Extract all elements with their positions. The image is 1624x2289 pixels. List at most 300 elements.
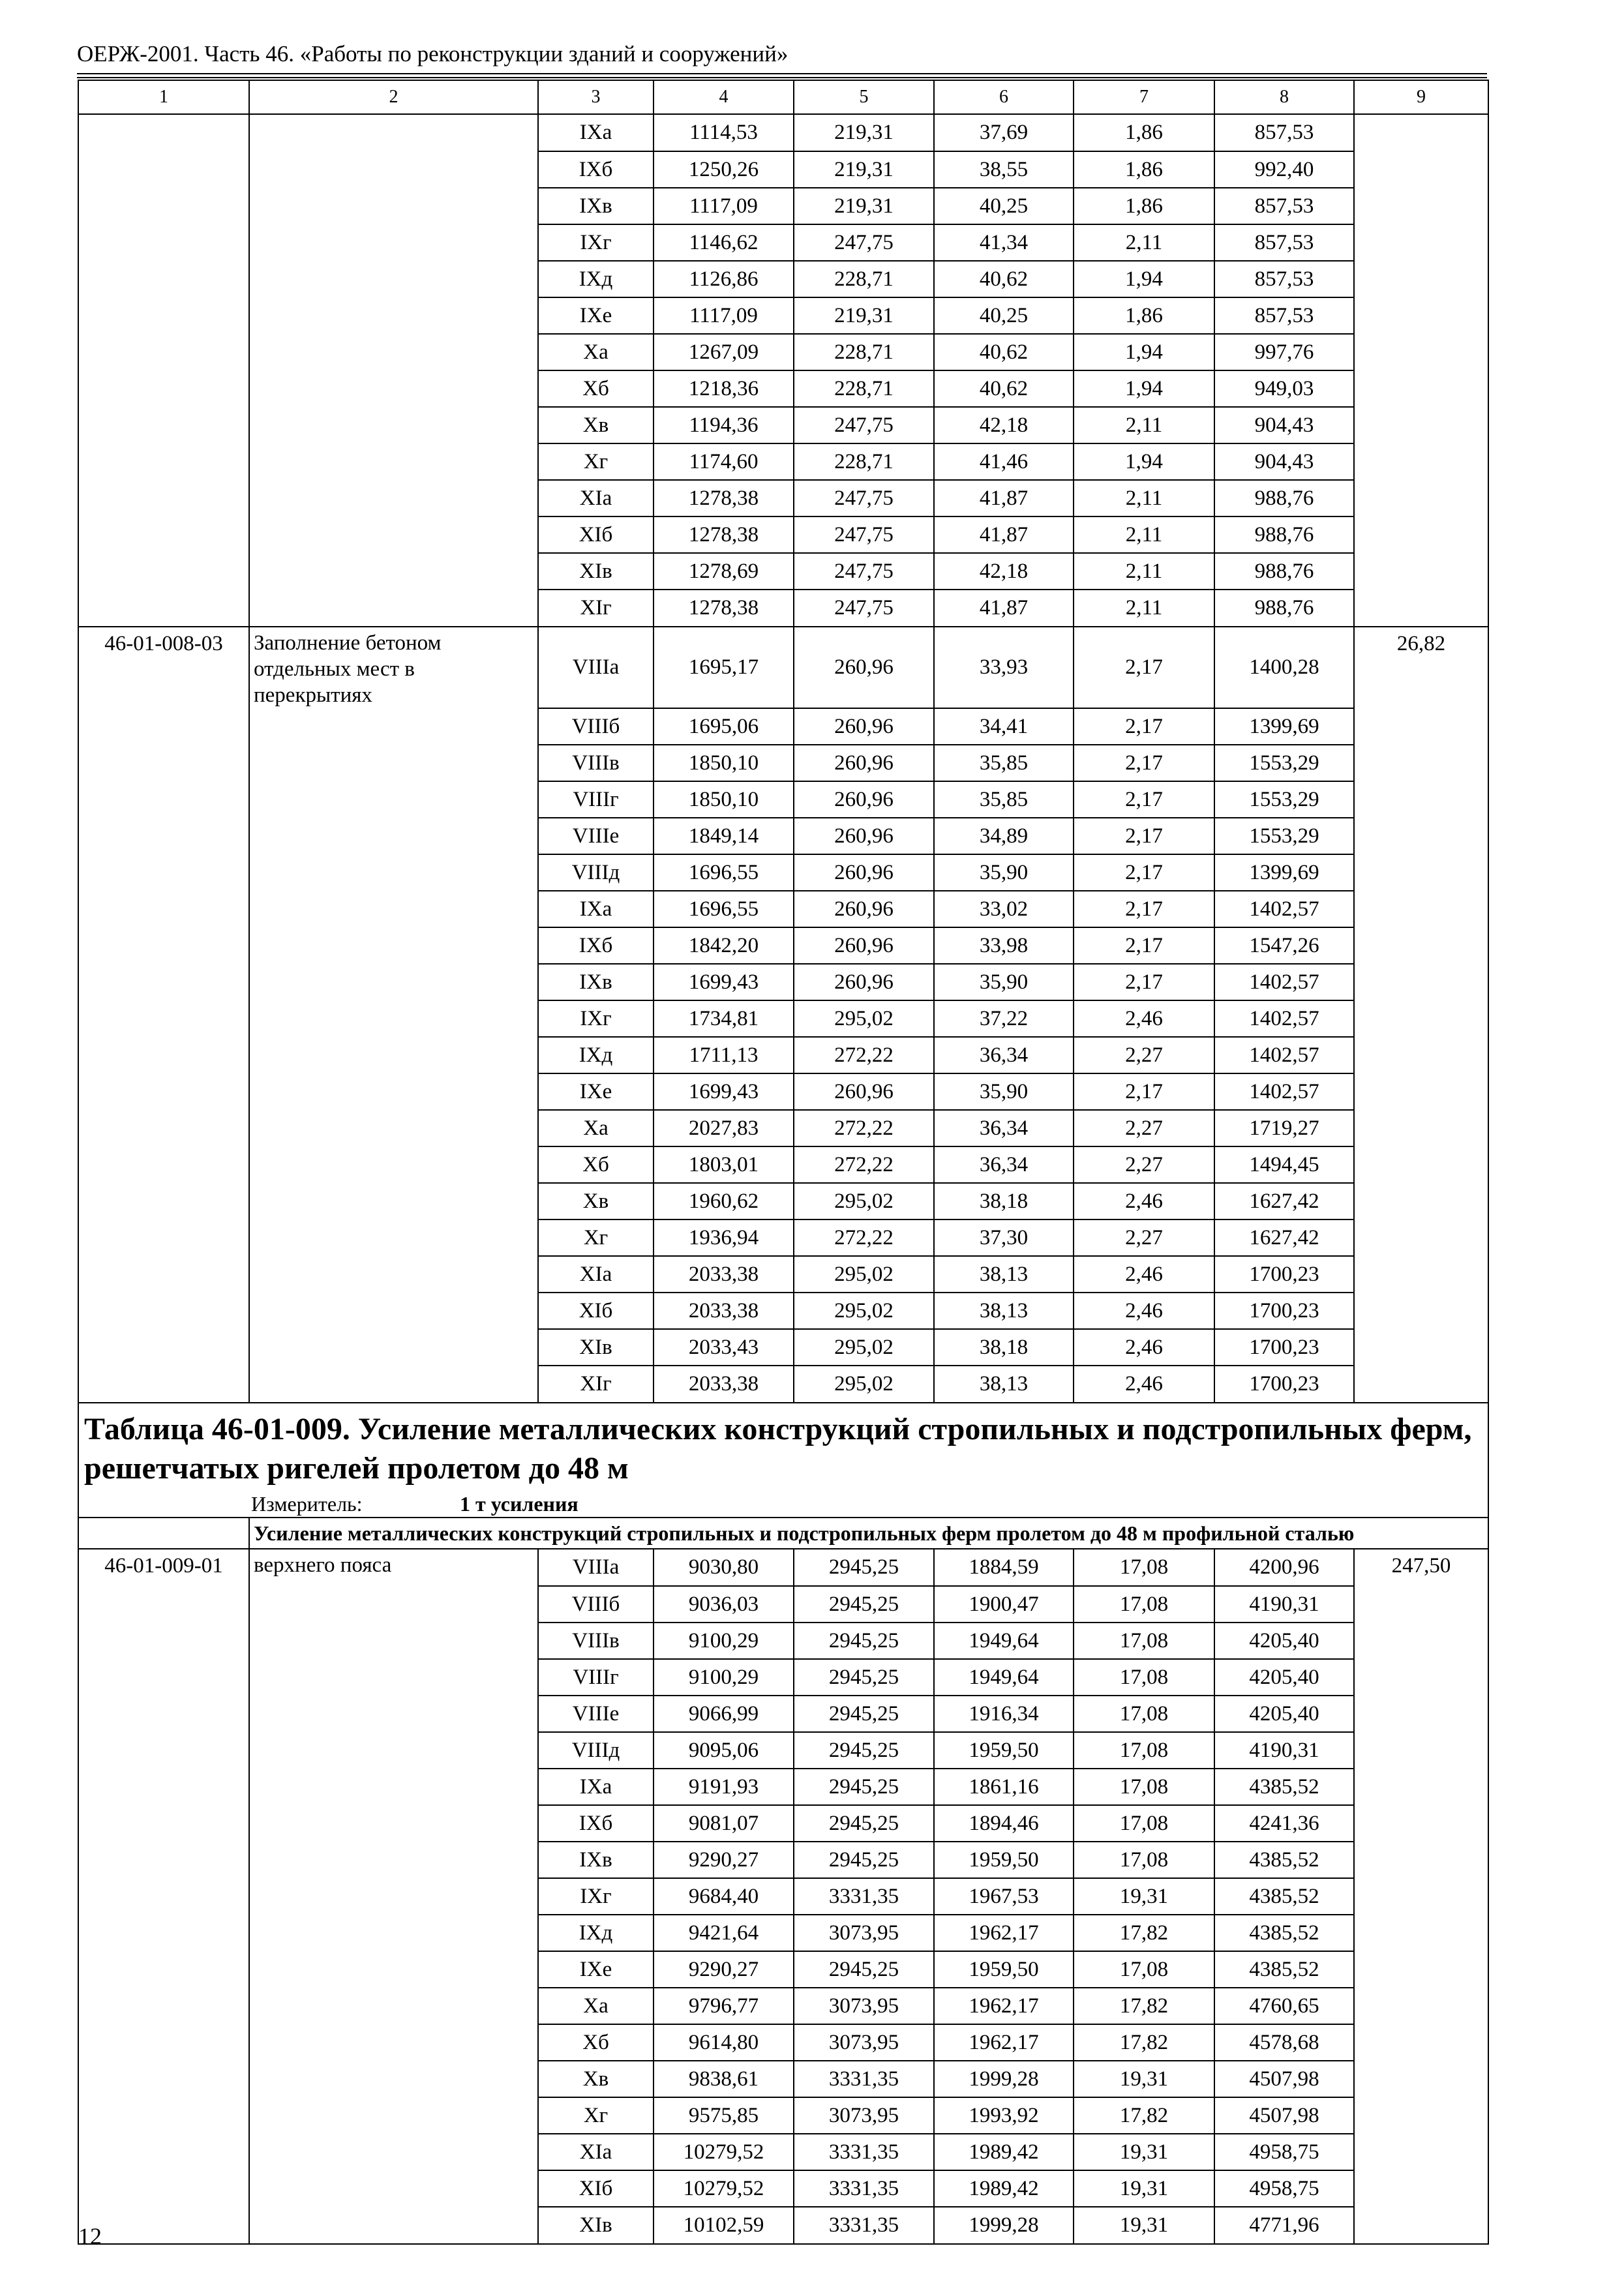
column-number: 4 [654,80,794,114]
materials-cell: 1700,23 [1214,1293,1354,1329]
labor-rate-cell [1354,818,1488,854]
labor-rate-cell [1354,1586,1488,1623]
code-cell [78,2024,249,2061]
materials-cell: 1400,28 [1214,627,1354,708]
wages-cell: 3331,35 [794,2170,934,2207]
machinist-wages-cell: 17,08 [1074,1842,1214,1878]
condition-cell: Xб [538,370,654,407]
code-cell [78,516,249,553]
machines-cell: 41,87 [934,480,1074,516]
wages-cell: 295,02 [794,1366,934,1403]
wages-cell: 295,02 [794,1000,934,1037]
machinist-wages-cell: 1,86 [1074,114,1214,151]
labor-rate-cell [1354,114,1488,151]
machinist-wages-cell: 2,11 [1074,516,1214,553]
machinist-wages-cell: 19,31 [1074,2207,1214,2244]
table-row [78,370,1488,407]
total-cost-cell: 1278,38 [654,590,794,627]
machines-cell: 40,62 [934,261,1074,297]
code-cell [78,1366,249,1403]
work-name-cell [249,1037,538,1073]
machines-cell: 38,18 [934,1329,1074,1366]
wages-cell: 3073,95 [794,2097,934,2134]
wages-cell: 2945,25 [794,1549,934,1586]
wages-cell: 247,75 [794,407,934,443]
machinist-wages-cell: 1,94 [1074,370,1214,407]
condition-cell: VIIIе [538,1696,654,1732]
wages-cell: 295,02 [794,1329,934,1366]
work-name-cell [249,553,538,590]
table-row [78,590,1488,627]
labor-rate-cell [1354,334,1488,370]
work-name-cell [249,2097,538,2134]
table-row [78,1805,1488,1842]
total-cost-cell: 9684,40 [654,1878,794,1915]
machines-cell: 41,34 [934,224,1074,261]
labor-rate-cell [1354,854,1488,891]
machines-cell: 36,34 [934,1037,1074,1073]
condition-cell: Xв [538,1183,654,1219]
labor-rate-cell [1354,480,1488,516]
work-name-cell [249,1586,538,1623]
work-name-cell [249,151,538,188]
table-row [78,1146,1488,1183]
work-name-cell [249,2061,538,2097]
work-name-cell [249,1000,538,1037]
total-cost-cell: 1699,43 [654,964,794,1000]
section-title-row [78,1403,1488,1491]
total-cost-cell: 1711,13 [654,1037,794,1073]
page-number: 12 [78,2223,102,2249]
materials-cell: 857,53 [1214,188,1354,224]
work-name-cell [249,516,538,553]
wages-cell: 2945,25 [794,1842,934,1878]
code-cell [78,2061,249,2097]
machines-cell: 38,13 [934,1366,1074,1403]
wages-cell: 247,75 [794,590,934,627]
labor-rate-cell [1354,781,1488,818]
total-cost-cell: 1267,09 [654,334,794,370]
measure-row [78,1491,1488,1518]
machines-cell: 1999,28 [934,2061,1074,2097]
table-row [78,2134,1488,2170]
table-row [78,1329,1488,1366]
labor-rate-cell [1354,2207,1488,2244]
wages-cell: 219,31 [794,114,934,151]
total-cost-cell: 2033,38 [654,1256,794,1293]
table-row [78,2170,1488,2207]
table-row [78,297,1488,334]
materials-cell: 4958,75 [1214,2134,1354,2170]
code-cell [78,1696,249,1732]
machines-cell: 1989,42 [934,2170,1074,2207]
table-row [78,854,1488,891]
materials-cell: 1627,42 [1214,1219,1354,1256]
code-cell: 46-01-009-01 [78,1549,249,1586]
condition-cell: XIб [538,516,654,553]
total-cost-cell: 10102,59 [654,2207,794,2244]
labor-rate-cell [1354,1659,1488,1696]
code-cell [78,1146,249,1183]
wages-cell: 247,75 [794,480,934,516]
work-name-cell [249,1329,538,1366]
table-row [78,1293,1488,1329]
machines-cell: 36,34 [934,1110,1074,1146]
wages-cell: 260,96 [794,891,934,927]
table-row [78,891,1488,927]
subheading: Усиление металлических конструкций стропильных и подстропильных ферм пролетом до 48 м профильной сталью [249,1518,1488,1549]
machines-cell: 42,18 [934,553,1074,590]
labor-rate-cell [1354,1329,1488,1366]
table-row [78,964,1488,1000]
labor-rate-cell [1354,891,1488,927]
wages-cell: 260,96 [794,708,934,745]
wages-cell: 219,31 [794,297,934,334]
labor-rate-cell [1354,1073,1488,1110]
condition-cell: VIIIб [538,1586,654,1623]
wages-cell: 2945,25 [794,1951,934,1988]
work-name-cell [249,1219,538,1256]
machines-cell: 38,18 [934,1183,1074,1219]
wages-cell: 3331,35 [794,1878,934,1915]
table-row [78,2024,1488,2061]
table-row [78,2207,1488,2244]
table-row [78,2061,1488,2097]
code-cell [78,480,249,516]
machinist-wages-cell: 1,86 [1074,151,1214,188]
code-cell [78,1586,249,1623]
labor-rate-cell [1354,1951,1488,1988]
machinist-wages-cell: 2,17 [1074,891,1214,927]
labor-rate-cell [1354,1146,1488,1183]
total-cost-cell: 1696,55 [654,891,794,927]
code-cell [78,1110,249,1146]
code-cell [78,2134,249,2170]
labor-rate-cell [1354,297,1488,334]
code-cell [78,151,249,188]
machines-cell: 40,62 [934,370,1074,407]
column-number: 7 [1074,80,1214,114]
condition-cell: VIIIд [538,1732,654,1769]
code-cell [78,1842,249,1878]
total-cost-cell: 1114,53 [654,114,794,151]
machines-cell: 41,87 [934,590,1074,627]
total-cost-cell: 9290,27 [654,1842,794,1878]
condition-cell: VIIIв [538,745,654,781]
work-name-cell [249,1256,538,1293]
wages-cell: 2945,25 [794,1586,934,1623]
materials-cell: 904,43 [1214,407,1354,443]
labor-rate-cell [1354,1000,1488,1037]
table-row [78,818,1488,854]
wages-cell: 272,22 [794,1037,934,1073]
work-name-cell [249,1623,538,1659]
machinist-wages-cell: 19,31 [1074,1878,1214,1915]
condition-cell: Xб [538,1146,654,1183]
machines-cell: 1993,92 [934,2097,1074,2134]
total-cost-cell: 9290,27 [654,1951,794,1988]
total-cost-cell: 1849,14 [654,818,794,854]
materials-cell: 988,76 [1214,590,1354,627]
machinist-wages-cell: 17,08 [1074,1732,1214,1769]
materials-cell: 857,53 [1214,297,1354,334]
machines-cell: 41,46 [934,443,1074,480]
wages-cell: 3073,95 [794,1988,934,2024]
work-name-cell [249,1110,538,1146]
condition-cell: VIIIа [538,1549,654,1586]
work-name-cell [249,224,538,261]
wages-cell: 3331,35 [794,2061,934,2097]
machinist-wages-cell: 1,94 [1074,443,1214,480]
machinist-wages-cell: 2,11 [1074,553,1214,590]
code-cell [78,818,249,854]
table-row [78,708,1488,745]
work-name-cell [249,854,538,891]
total-cost-cell: 9100,29 [654,1623,794,1659]
machines-cell: 1916,34 [934,1696,1074,1732]
machines-cell: 1884,59 [934,1549,1074,1586]
machinist-wages-cell: 2,17 [1074,927,1214,964]
machinist-wages-cell: 2,11 [1074,480,1214,516]
code-cell [78,1183,249,1219]
condition-cell: IXд [538,1037,654,1073]
materials-cell: 4205,40 [1214,1623,1354,1659]
wages-cell: 272,22 [794,1110,934,1146]
machines-cell: 37,30 [934,1219,1074,1256]
materials-cell: 904,43 [1214,443,1354,480]
total-cost-cell: 9030,80 [654,1549,794,1586]
machinist-wages-cell: 17,08 [1074,1586,1214,1623]
condition-cell: IXд [538,261,654,297]
condition-cell: XIа [538,480,654,516]
table-row [78,1219,1488,1256]
table-row [78,1623,1488,1659]
condition-cell: VIIIв [538,1623,654,1659]
condition-cell: Xа [538,1110,654,1146]
header-rule [77,73,1487,74]
machines-cell: 40,25 [934,188,1074,224]
machines-cell: 37,69 [934,114,1074,151]
code-cell [78,1219,249,1256]
condition-cell: VIIIб [538,708,654,745]
total-cost-cell: 1278,38 [654,480,794,516]
measure-value: 1 т усиления [460,1491,579,1516]
table-row [78,516,1488,553]
labor-rate-cell [1354,590,1488,627]
machinist-wages-cell: 19,31 [1074,2134,1214,2170]
work-name-cell [249,2170,538,2207]
labor-rate-cell: 247,50 [1354,1549,1488,1586]
total-cost-cell: 10279,52 [654,2170,794,2207]
materials-cell: 4385,52 [1214,1951,1354,1988]
labor-rate-cell [1354,1915,1488,1951]
code-cell [78,1659,249,1696]
machines-cell: 33,93 [934,627,1074,708]
code-cell [78,745,249,781]
code-cell [78,1878,249,1915]
labor-rate-cell [1354,1696,1488,1732]
work-name-cell [249,1732,538,1769]
labor-rate-cell [1354,1256,1488,1293]
machines-cell: 1894,46 [934,1805,1074,1842]
work-name-cell [249,1696,538,1732]
total-cost-cell: 9575,85 [654,2097,794,2134]
machinist-wages-cell: 2,17 [1074,1073,1214,1110]
machines-cell: 1900,47 [934,1586,1074,1623]
total-cost-cell: 1695,06 [654,708,794,745]
work-name-cell [249,590,538,627]
total-cost-cell: 1842,20 [654,927,794,964]
code-cell [78,927,249,964]
labor-rate-cell [1354,964,1488,1000]
machinist-wages-cell: 17,08 [1074,1951,1214,1988]
table-row [78,1878,1488,1915]
machinist-wages-cell: 17,08 [1074,1659,1214,1696]
total-cost-cell: 1194,36 [654,407,794,443]
labor-rate-cell [1354,2061,1488,2097]
wages-cell: 260,96 [794,927,934,964]
labor-rate-cell [1354,261,1488,297]
code-cell [78,1805,249,1842]
wages-cell: 247,75 [794,224,934,261]
total-cost-cell: 1278,69 [654,553,794,590]
machines-cell: 1959,50 [934,1951,1074,1988]
machinist-wages-cell: 2,11 [1074,224,1214,261]
code-cell [78,1293,249,1329]
labor-rate-cell [1354,2134,1488,2170]
table-row [78,745,1488,781]
machines-cell: 35,90 [934,964,1074,1000]
work-name-cell [249,964,538,1000]
materials-cell: 4385,52 [1214,1878,1354,1915]
wages-cell: 272,22 [794,1219,934,1256]
machines-cell: 1962,17 [934,1988,1074,2024]
machinist-wages-cell: 2,17 [1074,708,1214,745]
code-cell [78,1769,249,1805]
total-cost-cell: 9191,93 [654,1769,794,1805]
machinist-wages-cell: 2,46 [1074,1293,1214,1329]
machinist-wages-cell: 2,11 [1074,590,1214,627]
table-row [78,114,1488,151]
total-cost-cell: 9614,80 [654,2024,794,2061]
work-name-cell [249,188,538,224]
work-name-cell [249,1073,538,1110]
machines-cell: 1989,42 [934,2134,1074,2170]
condition-cell: XIб [538,2170,654,2207]
materials-cell: 1402,57 [1214,1073,1354,1110]
total-cost-cell: 1146,62 [654,224,794,261]
labor-rate-cell [1354,2170,1488,2207]
total-cost-cell: 1734,81 [654,1000,794,1037]
condition-cell: XIг [538,590,654,627]
machines-cell: 33,02 [934,891,1074,927]
wages-cell: 228,71 [794,443,934,480]
labor-rate-cell [1354,1366,1488,1403]
machinist-wages-cell: 2,46 [1074,1183,1214,1219]
total-cost-cell: 9081,07 [654,1805,794,1842]
labor-rate-cell [1354,443,1488,480]
code-cell [78,1000,249,1037]
wages-cell: 295,02 [794,1293,934,1329]
materials-cell: 949,03 [1214,370,1354,407]
measure-label: Измеритель: [251,1491,363,1516]
machinist-wages-cell: 2,46 [1074,1256,1214,1293]
machinist-wages-cell: 1,86 [1074,297,1214,334]
condition-cell: VIIIг [538,1659,654,1696]
subheading-spacer [78,1518,249,1549]
materials-cell: 4205,40 [1214,1659,1354,1696]
materials-cell: 4771,96 [1214,2207,1354,2244]
work-name-cell [249,1659,538,1696]
work-name-cell [249,1915,538,1951]
work-name-cell [249,1183,538,1219]
materials-cell: 992,40 [1214,151,1354,188]
machines-cell: 1999,28 [934,2207,1074,2244]
condition-cell: IXв [538,1842,654,1878]
work-name-cell [249,114,538,151]
wages-cell: 2945,25 [794,1659,934,1696]
code-cell [78,590,249,627]
materials-cell: 988,76 [1214,553,1354,590]
labor-rate-cell [1354,1037,1488,1073]
table-row [78,1951,1488,1988]
work-name-cell [249,927,538,964]
wages-cell: 219,31 [794,188,934,224]
materials-cell: 1547,26 [1214,927,1354,964]
condition-cell: VIIIа [538,627,654,708]
machines-cell: 1949,64 [934,1623,1074,1659]
table-row [78,1073,1488,1110]
code-cell [78,370,249,407]
machinist-wages-cell: 2,27 [1074,1146,1214,1183]
code-cell [78,261,249,297]
materials-cell: 997,76 [1214,334,1354,370]
total-cost-cell: 9100,29 [654,1659,794,1696]
condition-cell: XIа [538,1256,654,1293]
machines-cell: 35,90 [934,1073,1074,1110]
labor-rate-cell [1354,2024,1488,2061]
total-cost-cell: 1850,10 [654,781,794,818]
machinist-wages-cell: 1,94 [1074,334,1214,370]
machinist-wages-cell: 2,17 [1074,964,1214,1000]
condition-cell: IXб [538,151,654,188]
condition-cell: XIг [538,1366,654,1403]
code-cell [78,1037,249,1073]
code-cell [78,964,249,1000]
materials-cell: 1700,23 [1214,1329,1354,1366]
code-cell: 46-01-008-03 [78,627,249,708]
machines-cell: 40,25 [934,297,1074,334]
work-name-cell [249,1293,538,1329]
condition-cell: IXг [538,224,654,261]
materials-cell: 1402,57 [1214,891,1354,927]
materials-cell: 4190,31 [1214,1586,1354,1623]
total-cost-cell: 1960,62 [654,1183,794,1219]
materials-cell: 4385,52 [1214,1915,1354,1951]
condition-cell: IXв [538,964,654,1000]
materials-cell: 1399,69 [1214,708,1354,745]
column-number: 2 [249,80,538,114]
work-name-cell [249,1366,538,1403]
condition-cell: Xа [538,334,654,370]
total-cost-cell: 2027,83 [654,1110,794,1146]
table-row [78,1659,1488,1696]
work-name-cell [249,261,538,297]
wages-cell: 2945,25 [794,1805,934,1842]
work-name-cell [249,745,538,781]
work-name-cell [249,708,538,745]
wages-cell: 2945,25 [794,1623,934,1659]
